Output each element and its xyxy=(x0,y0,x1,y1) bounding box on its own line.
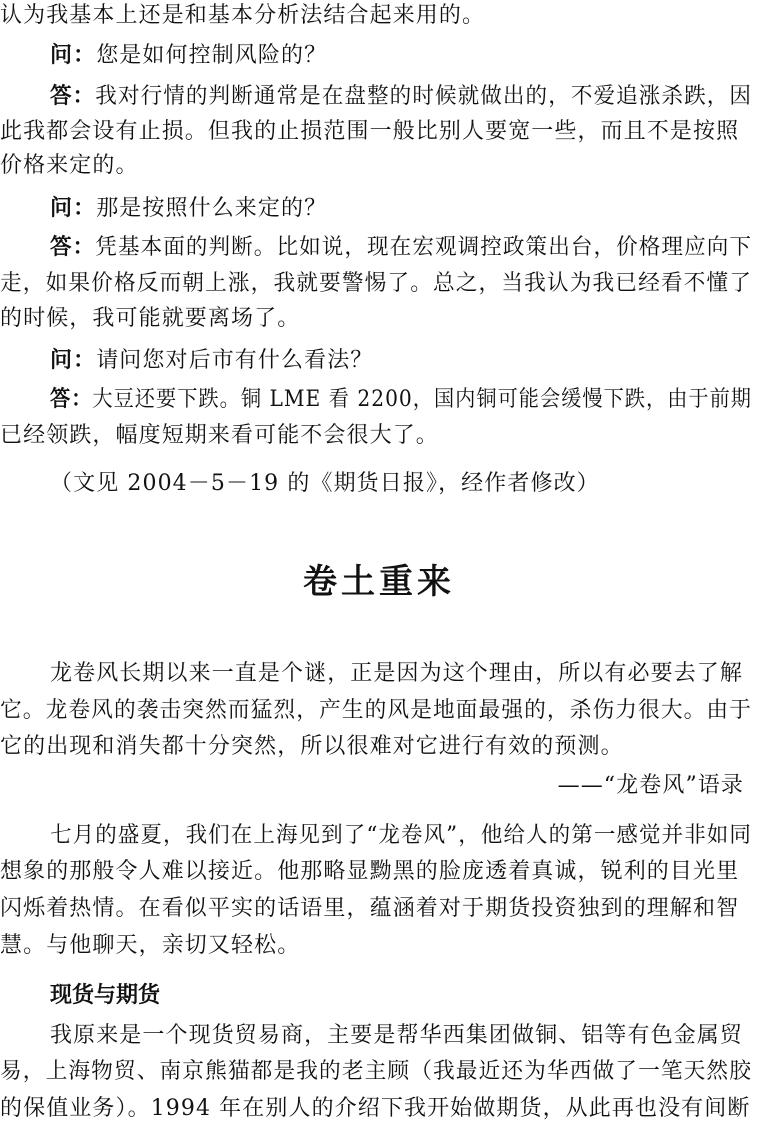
text-line: 已经领跌，幅度短期来看可能不会很大了。 xyxy=(0,423,439,448)
answer xyxy=(50,83,753,111)
epigraph-attribution: ——“龙卷风”语录 xyxy=(557,773,744,798)
text-line: 我原来是一个现货贸易商，主要是帮华西集团做铜、铝等有色金属贸 xyxy=(50,1023,744,1048)
text-line: 的保值业务）。1994 年在别人的介绍下我开始做期货，从此再也没有间断 xyxy=(0,1096,751,1121)
answer xyxy=(50,234,753,262)
text-line: 想象的那般令人难以接近。他那略显黝黑的脸庞透着真诚，锐利的目光里 xyxy=(0,859,740,884)
text-line: 慧。与他聊天，亲切又轻松。 xyxy=(0,933,301,958)
text-line: 闪烁着热情。在看似平实的话语里，蕴涵着对于期货投资独到的理解和智 xyxy=(0,896,740,921)
question xyxy=(50,195,758,223)
question-text: 那是按照什么来定的？ xyxy=(96,196,328,221)
answer-text: 我对行情的判断通常是在盘整的时候就做出的，不爱追涨杀跌，因 xyxy=(95,84,753,109)
answer-text: 凭基本面的判断。比如说，现在宏观调控政策出台，价格理应向下 xyxy=(95,235,753,260)
text-line: 易，上海物贸、南京熊猫都是我的老主顾（我最近还为华西做了一笔天然胶 xyxy=(0,1059,753,1084)
text-line: 此我都会设有止损。但我的止损范围一般比别人要宽一些，而且不是按照 xyxy=(0,119,740,144)
question xyxy=(50,42,758,70)
question-text: 请问您对后市有什么看法？ xyxy=(96,348,374,373)
question xyxy=(50,347,758,375)
text-line: 走，如果价格反而朝上涨，我就要警惕了。总之，当我认为我已经看不懂了 xyxy=(0,271,753,296)
answer-label: 答： xyxy=(50,387,93,412)
subheading: 现货与期货 xyxy=(50,983,161,1008)
text-line: 七月的盛夏，我们在上海见到了“龙卷风”，他给人的第一感觉并非如同 xyxy=(50,823,752,848)
answer-label: 答： xyxy=(50,235,96,260)
text-line: 认为我基本上还是和基本分析法结合起来用的。 xyxy=(0,3,486,28)
section-title: 卷土重来 xyxy=(303,562,455,602)
question-label: 问： xyxy=(50,196,97,221)
question-label: 问： xyxy=(50,348,97,373)
answer-label: 答： xyxy=(50,84,96,109)
epigraph-line: 龙卷风长期以来一直是个谜，正是因为这个理由，所以有必要去了解 xyxy=(50,661,744,686)
question-label: 问： xyxy=(50,43,97,68)
question-text: 您是如何控制风险的？ xyxy=(96,43,328,68)
epigraph-line: 它的出现和消失都十分突然，所以很难对它进行有效的预测。 xyxy=(0,734,624,759)
text-line: 的时候，我可能就要离场了。 xyxy=(0,306,301,331)
text-line: 价格来定的。 xyxy=(0,153,139,178)
answer-text: 大豆还要下跌。铜 LME 看 2200，国内铜可能会缓慢下跌，由于前期 xyxy=(92,387,753,412)
answer xyxy=(50,386,753,414)
epigraph-line: 它。龙卷风的袭击突然而猛烈，产生的风是地面最强的，杀伤力很大。由于 xyxy=(0,698,753,723)
source-note: （文见 2004－5－19 的《期货日报》，经作者修改） xyxy=(50,471,600,496)
